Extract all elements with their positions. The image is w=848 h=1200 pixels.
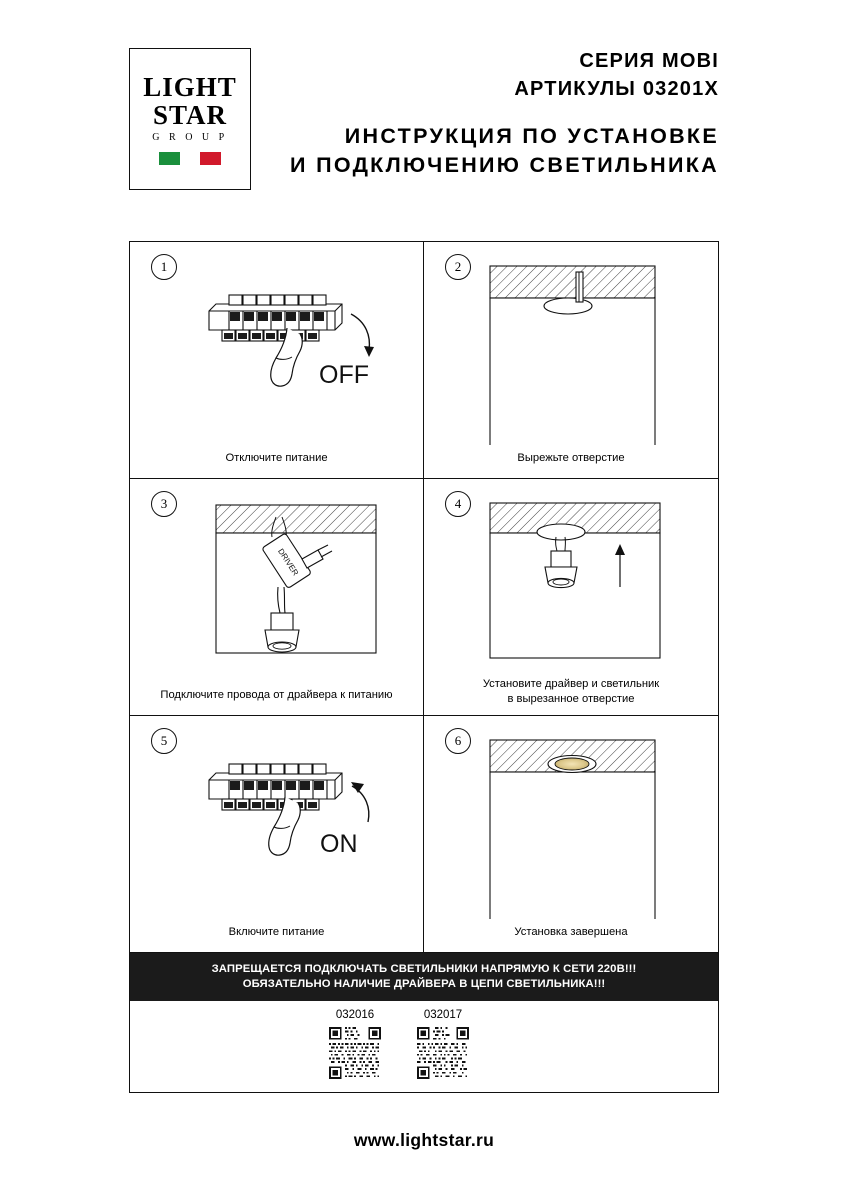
instruction-title-line1: ИНСТРУКЦИЯ ПО УСТАНОВКЕ [344,124,719,148]
step-number-3: 3 [151,491,177,517]
logo-text-light: LIGHT [143,71,237,102]
brand-logo [129,48,251,190]
step-1-caption: Отключите питание [225,452,328,464]
step-1-off-label: OFF [319,361,369,389]
warning-banner [130,953,718,1001]
qr-block-032016 [329,1009,381,1079]
step-number-4: 4 [445,491,471,517]
qr-code-icon-032017[interactable] [417,1027,469,1079]
step-number-2: 2 [445,254,471,280]
step-2-illustration [424,250,718,425]
step-3 [130,479,424,716]
qr-label-032016: 032016 [335,1009,375,1021]
step-6-caption: Установка завершена [514,926,628,938]
step-4-caption [432,677,710,707]
step-1-illustration [130,250,423,425]
step-3-illustration [130,487,423,662]
step-number-6: 6 [445,728,471,754]
warning-line-2: ОБЯЗАТЕЛЬНО НАЛИЧИЕ ДРАЙВЕРА В ЦЕПИ СВЕТИЛЬНИКА!!! [242,978,606,990]
warning-line-1: ЗАПРЕЩАЕТСЯ ПОДКЛЮЧАТЬ СВЕТИЛЬНИКИ НАПРЯМУЮ К СЕТИ 220В!!! [211,963,637,975]
italian-flag-icon [159,152,221,165]
series-title: СЕРИЯ MOBI [579,50,719,72]
step-3-caption: Подключите провода от драйвера к питанию [160,689,393,701]
step-5-illustration [130,724,423,899]
step-4-illustration [424,487,718,662]
qr-block-032017 [417,1009,469,1079]
steps-grid [130,242,718,953]
step-1 [130,242,424,479]
step-5 [130,716,424,953]
step-5-caption: Включите питание [228,926,325,938]
driver-label: DRIVER [276,547,301,578]
step-2-caption: Вырежьте отверстие [517,452,625,464]
qr-code-icon-032016[interactable] [329,1027,381,1079]
step-6 [424,716,718,953]
footer-website[interactable]: www.lightstar.ru [353,1130,495,1150]
instruction-title-line2: И ПОДКЛЮЧЕНИЮ СВЕТИЛЬНИКА [290,153,719,177]
steps-frame [129,241,719,1093]
qr-area [130,1001,718,1092]
step-6-illustration [424,724,718,899]
step-4-caption-line2: в вырезанное отверстие [507,693,635,705]
header [129,48,719,188]
step-5-on-label: ON [320,830,358,858]
step-4-caption-line1: Установите драйвер и светильник [482,678,660,690]
logo-text-star: STAR [152,99,228,130]
qr-label-032017: 032017 [423,1009,463,1021]
logo-text-group: G R O U P [152,131,228,143]
step-4 [424,479,718,716]
step-2 [424,242,718,479]
articles-title: АРТИКУЛЫ 03201X [514,78,719,100]
step-number-1: 1 [151,254,177,280]
step-number-5: 5 [151,728,177,754]
title-block [269,48,719,180]
